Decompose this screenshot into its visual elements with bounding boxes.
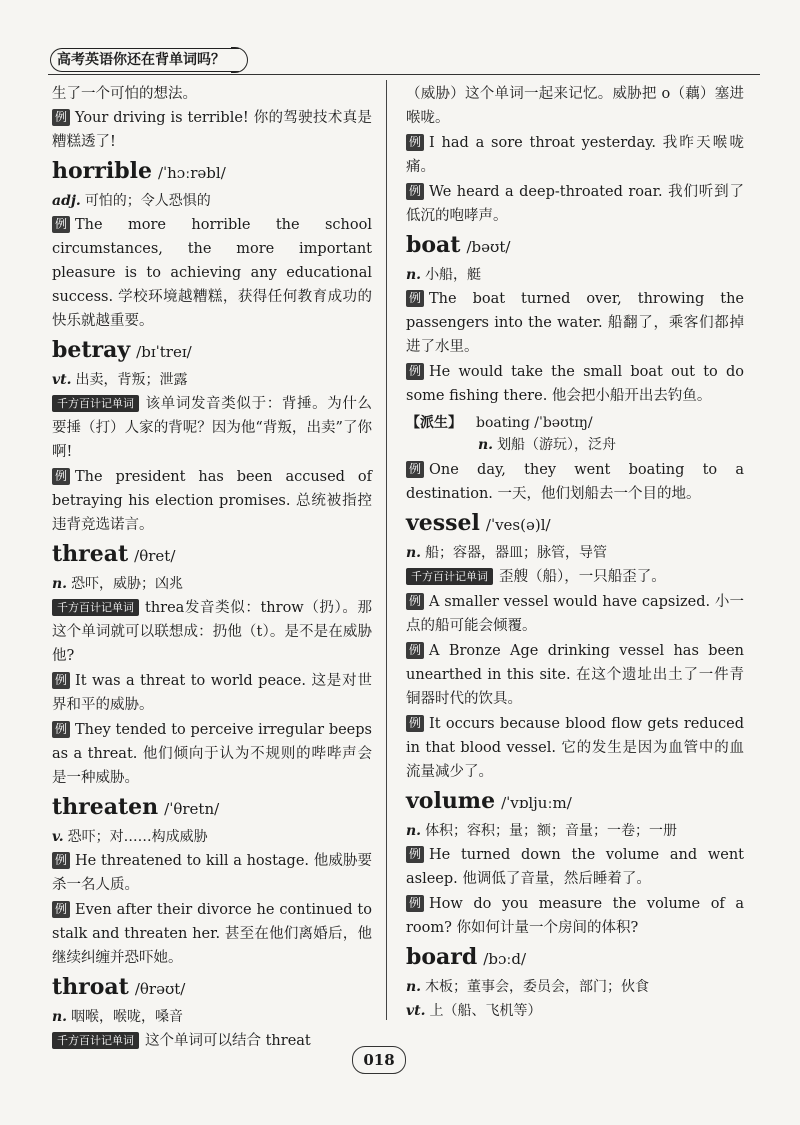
- part-of-speech: n.: [406, 823, 422, 839]
- continued-text: 生了一个可怕的想法。: [52, 86, 197, 102]
- example-text: It occurs because blood flow gets reduced in that blood vessel. 它的发生是因为血管中的血流量减少了。: [406, 716, 744, 780]
- example-text: The president has been accused of betraying his election promises. 总统被指控违背竞选诺言。: [52, 469, 372, 533]
- example-icon: 例: [406, 134, 424, 151]
- headword: threaten: [52, 794, 159, 820]
- derivative-word: boating /ˈbəʊtɪŋ/: [476, 415, 593, 431]
- example: [406, 843, 744, 891]
- example-text: One day, they went boating to a destination. 一天，他们划船去一个目的地。: [406, 462, 744, 502]
- left-column: [52, 82, 372, 1054]
- book-header: 高考英语你还在背单词吗？: [50, 48, 239, 72]
- example-icon: 例: [52, 672, 70, 689]
- entry-headword: [52, 791, 372, 825]
- example-text: He would take the small boat out to do some fishing there. 他会把小船开出去钓鱼。: [406, 364, 744, 404]
- example: [52, 213, 372, 333]
- memory-tip-badge: 千方百计记单词: [52, 395, 139, 412]
- headword: volume: [406, 788, 496, 814]
- header-rule: [48, 74, 760, 75]
- example-text: He threatened to kill a hostage. 他威胁要杀一名人质。: [52, 853, 372, 893]
- phonetic: /θrəʊt/: [134, 980, 186, 998]
- example-text: A smaller vessel would have capsized. 小一点的船可能会倾覆。: [406, 594, 744, 634]
- entry-headword: [52, 538, 372, 572]
- example: [406, 712, 744, 784]
- phonetic: /bɪˈtreɪ/: [136, 343, 192, 361]
- derivative-label: 【派生】: [406, 415, 462, 431]
- definition-text: 划船（游玩），泛舟: [497, 437, 617, 453]
- example: [52, 898, 372, 970]
- definition-text: 船；容器，器皿；脉管，导管: [425, 545, 608, 561]
- definition: [52, 825, 372, 849]
- example: [406, 892, 744, 940]
- example-icon: 例: [406, 183, 424, 200]
- entry-headword: [52, 971, 372, 1005]
- phonetic: /ˈθretn/: [164, 800, 220, 818]
- example: [52, 849, 372, 897]
- example-text: It was a threat to world peace. 这是对世界和平的威胁。: [52, 673, 372, 713]
- example: [406, 360, 744, 408]
- definition-text: 体积；容积；量；额；音量；一卷；一册: [425, 823, 678, 839]
- part-of-speech: n.: [406, 545, 422, 561]
- memory-tip: [52, 392, 372, 464]
- memory-tip-badge: 千方百计记单词: [52, 1032, 139, 1049]
- example-text: The boat turned over, throwing the passengers into the water. 船翻了，乘客们都掉进了水里。: [406, 291, 744, 355]
- entry-headword: [406, 507, 744, 541]
- phonetic: /bɔːd/: [483, 950, 527, 968]
- example-text: Your driving is terrible! 你的驾驶技术真是糟糕透了!: [52, 110, 372, 150]
- definition: [52, 189, 372, 213]
- example-icon: 例: [406, 895, 424, 912]
- headword: boat: [406, 232, 461, 258]
- example: [406, 458, 744, 506]
- example-icon: 例: [406, 846, 424, 863]
- definition-text: 木板；董事会，委员会，部门；伙食: [425, 979, 650, 995]
- definition: [406, 819, 744, 843]
- example-icon: 例: [52, 852, 70, 869]
- definition: [52, 368, 372, 392]
- page-number: 018: [352, 1046, 406, 1074]
- definition: [52, 572, 372, 596]
- part-of-speech: vt.: [406, 1003, 426, 1019]
- entry-headword: [52, 155, 372, 189]
- continued-text: （威胁）这个单词一起来记忆。威胁把 o（藕）塞进喉咙。: [406, 86, 744, 126]
- example: [406, 180, 744, 228]
- definition: [406, 975, 744, 999]
- definition-text: 出卖，背叛；泄露: [75, 372, 188, 388]
- memory-tip-badge: 千方百计记单词: [406, 568, 493, 585]
- definition: [52, 1005, 372, 1029]
- entry-headword: [52, 334, 372, 368]
- part-of-speech: n.: [52, 1009, 68, 1025]
- example-text: The more horrible the school circumstances, the more important pleasure is to achieving any educational success. 学校环境越糟糕，获得任何教育成功的快乐就越重要。: [52, 217, 372, 329]
- entry-headword: [406, 229, 744, 263]
- entry-headword: [406, 941, 744, 975]
- example-text: He turned down the volume and went asleep. 他调低了音量，然后睡着了。: [406, 847, 744, 887]
- example-text: How do you measure the volume of a room? 你如何计量一个房间的体积?: [406, 896, 744, 936]
- definition: [406, 263, 744, 287]
- example: [406, 287, 744, 359]
- example-icon: 例: [52, 901, 70, 918]
- definition-text: 恐吓；对……构成威胁: [67, 829, 208, 845]
- example-text: Even after their divorce he continued to stalk and threaten her. 甚至在他们离婚后，他继续纠缠并恐吓她。: [52, 902, 372, 966]
- memory-tip-text: 歪艘（船），一只船歪了。: [499, 569, 666, 585]
- memory-tip-text: 这个单词可以结合 threat: [145, 1033, 311, 1049]
- example-icon: 例: [406, 593, 424, 610]
- phonetic: /θret/: [134, 547, 176, 565]
- example: [52, 465, 372, 537]
- definition: [406, 541, 744, 565]
- example-icon: 例: [52, 216, 70, 233]
- part-of-speech: v.: [52, 829, 64, 845]
- headword: vessel: [406, 510, 480, 536]
- phonetic: /bəʊt/: [466, 238, 511, 256]
- example: [52, 669, 372, 717]
- memory-tip: [52, 596, 372, 668]
- memory-tip-text: threa发音类似：throw（扔）。那这个单词就可以联想成：扔他（t）。是不是在威胁他?: [52, 600, 372, 664]
- part-of-speech: n.: [52, 576, 68, 592]
- memory-tip: [406, 565, 744, 589]
- example-text: I had a sore throat yesterday. 我昨天喉咙痛。: [406, 135, 744, 175]
- phonetic: /ˈvɒljuːm/: [501, 794, 572, 812]
- headword: threat: [52, 541, 129, 567]
- part-of-speech: n.: [406, 267, 422, 283]
- part-of-speech: n.: [478, 437, 494, 453]
- definition-text: 小船，艇: [425, 267, 482, 283]
- definition: [406, 999, 744, 1023]
- column-divider: [386, 80, 387, 1020]
- headword: betray: [52, 337, 131, 363]
- memory-tip-text: 该单词发音类似于：背捶。为什么要捶（打）人家的背呢？因为他“背叛，出卖”了你啊!: [52, 396, 372, 460]
- example: [52, 106, 372, 154]
- headword: throat: [52, 974, 129, 1000]
- definition-text: 可怕的；令人恐惧的: [84, 193, 211, 209]
- memory-tip-badge: 千方百计记单词: [52, 599, 139, 616]
- example-icon: 例: [52, 721, 70, 738]
- example: [406, 639, 744, 711]
- example-text: A Bronze Age drinking vessel has been unearthed in this site. 在这个遗址出土了一件青铜器时代的饮具。: [406, 643, 744, 707]
- example-text: We heard a deep-throated roar. 我们听到了低沉的咆哮声。: [406, 184, 744, 224]
- example-icon: 例: [406, 461, 424, 478]
- part-of-speech: vt.: [52, 372, 72, 388]
- example: [52, 718, 372, 790]
- example-icon: 例: [406, 290, 424, 307]
- entry-headword: [406, 785, 744, 819]
- definition-text: 上（船、飞机等）: [429, 1003, 542, 1019]
- example: [406, 131, 744, 179]
- part-of-speech: n.: [406, 979, 422, 995]
- memory-tip: [52, 1029, 372, 1053]
- example-icon: 例: [406, 715, 424, 732]
- headword: horrible: [52, 158, 152, 184]
- part-of-speech: adj.: [52, 193, 81, 209]
- right-column: [406, 82, 744, 1023]
- definition-text: 恐吓，威胁；凶兆: [71, 576, 184, 592]
- headword: board: [406, 944, 478, 970]
- example-icon: 例: [406, 642, 424, 659]
- definition-text: 咽喉，喉咙，嗓音: [71, 1009, 184, 1025]
- phonetic: /ˈhɔːrəbl/: [157, 164, 226, 182]
- example-icon: 例: [406, 363, 424, 380]
- example-text: They tended to perceive irregular beeps as a threat. 他们倾向于认为不规则的哔哔声会是一种威胁。: [52, 722, 372, 786]
- phonetic: /ˈves(ə)l/: [485, 516, 551, 534]
- example-icon: 例: [52, 109, 70, 126]
- example-icon: 例: [52, 468, 70, 485]
- derivative: [406, 412, 744, 456]
- example: [406, 590, 744, 638]
